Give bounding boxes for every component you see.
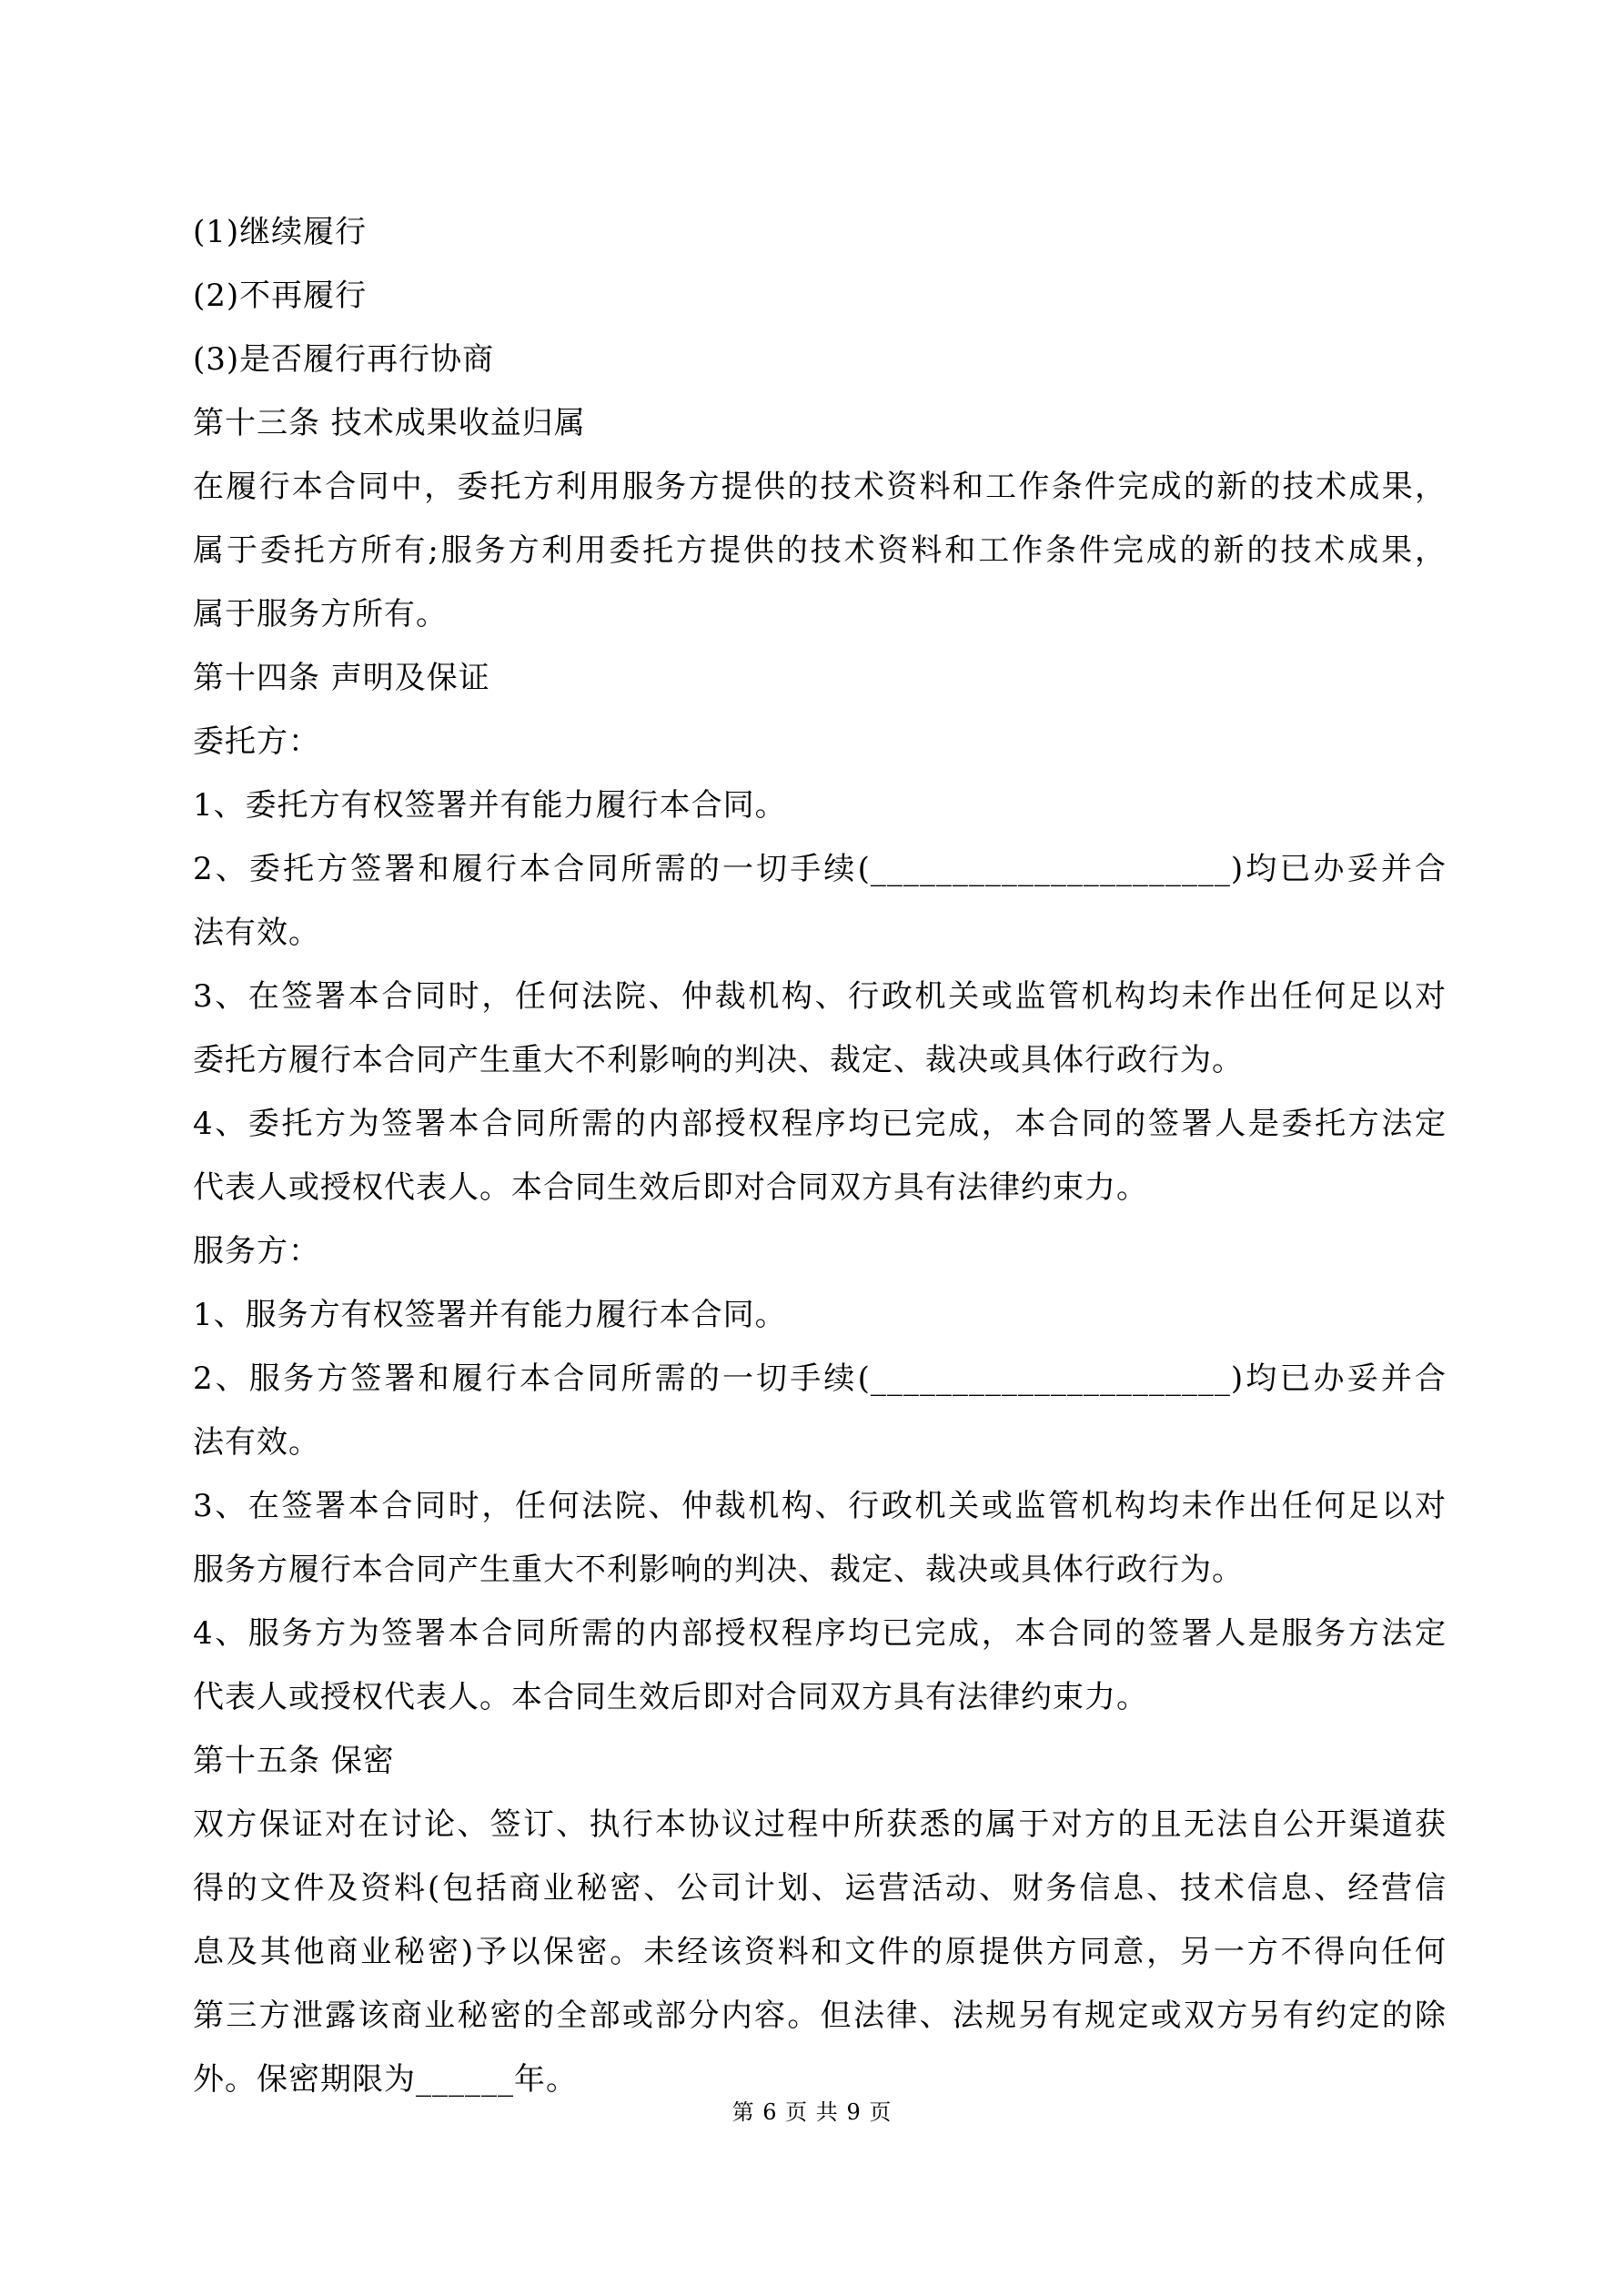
provider-clause-1: 1、服务方有权签署并有能力履行本合同。 <box>193 1297 787 1333</box>
article-15-text-line: 第三方泄露该商业秘密的全部或部分内容。但法律、法规另有规定或双方另有约定的除 <box>193 1998 1447 2034</box>
provider-clause-2-line: 法有效。 <box>193 1424 320 1461</box>
provider-clause-2-line: 2、服务方签署和履行本合同所需的一切手续(______________________)均已办妥并合 <box>193 1360 1447 1397</box>
article-13-text-line: 属于服务方所有。 <box>193 596 448 632</box>
client-clause-3-line: 委托方履行本合同产生重大不利影响的判决、裁定、裁决或具体行政行为。 <box>193 1042 1244 1078</box>
provider-clause-3-line: 3、在签署本合同时，任何法院、仲裁机构、行政机关或监管机构均未作出任何足以对 <box>193 1488 1447 1524</box>
provider-clause-4-line: 代表人或授权代表人。本合同生效后即对合同双方具有法律约束力。 <box>193 1679 1148 1715</box>
article-13-text-line: 在履行本合同中，委托方利用服务方提供的技术资料和工作条件完成的新的技术成果， <box>193 469 1447 505</box>
client-clause-2-line: 法有效。 <box>193 915 320 951</box>
list-item-negotiate: (3)是否履行再行协商 <box>193 341 495 378</box>
list-item-stop: (2)不再履行 <box>193 278 368 314</box>
article-13-heading: 第十三条 技术成果收益归属 <box>193 405 586 441</box>
client-clause-1: 1、委托方有权签署并有能力履行本合同。 <box>193 787 787 824</box>
article-15-text-line: 双方保证对在讨论、签订、执行本协议过程中所获悉的属于对方的且无法自公开渠道获 <box>193 1806 1447 1843</box>
provider-clause-3-line: 服务方履行本合同产生重大不利影响的判决、裁定、裁决或具体行政行为。 <box>193 1552 1244 1588</box>
provider-clause-4-line: 4、服务方为签署本合同所需的内部授权程序均已完成，本合同的签署人是服务方法定 <box>193 1615 1447 1652</box>
article-15-text-line: 得的文件及资料(包括商业秘密、公司计划、运营活动、财务信息、技术信息、经营信 <box>193 1870 1447 1907</box>
client-clause-2-line: 2、委托方签署和履行本合同所需的一切手续(______________________)均已办妥并合 <box>193 851 1447 887</box>
page-number-footer: 第 6 页 共 9 页 <box>731 2099 893 2125</box>
client-clause-4-line: 4、委托方为签署本合同所需的内部授权程序均已完成，本合同的签署人是委托方法定 <box>193 1106 1447 1142</box>
client-clause-3-line: 3、在签署本合同时，任何法院、仲裁机构、行政机关或监管机构均未作出任何足以对 <box>193 978 1447 1015</box>
article-13-text-line: 属于委托方所有;服务方利用委托方提供的技术资料和工作条件完成的新的技术成果， <box>193 532 1447 569</box>
list-item-continue: (1)继续履行 <box>193 214 368 250</box>
provider-subheading: 服务方： <box>193 1233 320 1269</box>
client-clause-4-line: 代表人或授权代表人。本合同生效后即对合同双方具有法律约束力。 <box>193 1169 1148 1206</box>
client-subheading: 委托方： <box>193 723 320 760</box>
article-15-text-line: 息及其他商业秘密)予以保密。未经该资料和文件的原提供方同意，另一方不得向任何 <box>193 1934 1447 1970</box>
document-body <box>193 200 1447 2111</box>
article-15-heading: 第十五条 保密 <box>193 1743 395 1779</box>
article-15-text-line: 外。保密期限为______年。 <box>193 2061 578 2098</box>
article-14-heading: 第十四条 声明及保证 <box>193 660 490 696</box>
